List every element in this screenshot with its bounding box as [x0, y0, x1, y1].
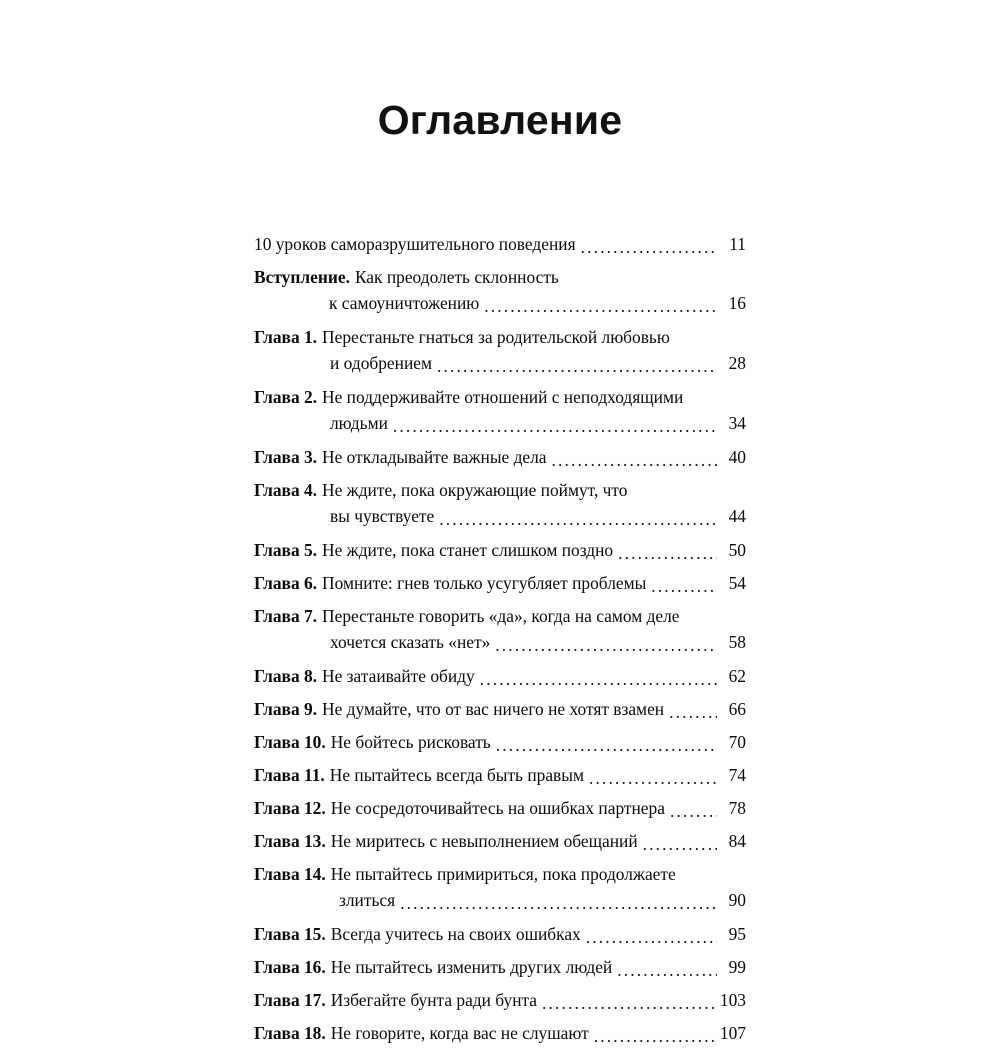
toc-entry-title: к самоуничтожению [329, 293, 480, 313]
toc-entry-title: Не бойтесь рисковать [330, 732, 491, 752]
toc-entry[interactable] [254, 696, 746, 722]
toc-page-number[interactable]: 62 [728, 666, 746, 686]
dot-leader [670, 801, 717, 821]
toc-entry-line [254, 1020, 746, 1046]
page-title: Оглавление [377, 97, 623, 143]
toc-entry-line [254, 231, 746, 257]
toc-entry-label: Глава 8. [254, 666, 318, 686]
toc-entry-label: Глава 15. [254, 924, 326, 944]
dot-leader [400, 893, 717, 913]
toc-entry[interactable] [254, 987, 746, 1013]
toc-page-number[interactable]: 74 [728, 765, 746, 785]
toc-entry-label: Глава 5. [254, 540, 318, 560]
toc-entry-title: Не затаивайте обиду [322, 666, 475, 686]
toc-entry[interactable] [254, 828, 746, 854]
toc-entry-line [254, 503, 746, 529]
toc-entry-title: злиться [339, 890, 396, 910]
toc-entry[interactable] [254, 537, 746, 563]
dot-leader [439, 509, 717, 529]
toc-entry-line [254, 603, 746, 629]
toc-entry[interactable] [254, 861, 746, 913]
dot-leader [643, 834, 717, 854]
dot-leader [495, 635, 717, 655]
toc-entry[interactable] [254, 954, 746, 980]
toc-page-number[interactable]: 70 [728, 732, 746, 752]
dot-leader [484, 296, 717, 316]
dot-leader [437, 356, 717, 376]
toc-entry-title: Не сосредоточивайтесь на ошибках партнера [330, 798, 665, 818]
toc-entry-title: Не ждите, пока окружающие поймут, что [322, 480, 628, 500]
toc-entry[interactable] [254, 795, 746, 821]
toc-entry-line [254, 762, 746, 788]
toc-entry-label: Глава 1. [254, 327, 318, 347]
toc-entry-line [254, 290, 746, 316]
dot-leader [589, 768, 717, 788]
dot-leader [586, 927, 717, 947]
dot-leader [496, 735, 717, 755]
toc-entry-label: Глава 9. [254, 699, 318, 719]
toc-entry-label: Глава 13. [254, 831, 326, 851]
toc-entry[interactable] [254, 231, 746, 257]
dot-leader [618, 543, 717, 563]
table-of-contents-list [254, 231, 746, 1053]
dot-leader [617, 960, 717, 980]
toc-entry-line [254, 324, 746, 350]
toc-entry-label: Глава 6. [254, 573, 318, 593]
toc-page-number[interactable]: 84 [728, 831, 746, 851]
dot-leader [393, 416, 717, 436]
toc-entry-line [254, 629, 746, 655]
toc-page-number[interactable]: 28 [728, 353, 746, 373]
toc-entry-line [254, 264, 746, 290]
toc-entry[interactable] [254, 570, 746, 596]
toc-entry-line [254, 887, 746, 913]
dot-leader [542, 993, 715, 1013]
toc-entry-title: Не говорите, когда вас не слушают [330, 1023, 589, 1043]
toc-entry-title: Перестаньте гнаться за родительской любовью [322, 327, 670, 347]
toc-entry-title: Всегда учитесь на своих ошибках [330, 924, 581, 944]
toc-entry-title: Не миритесь с невыполнением обещаний [330, 831, 638, 851]
toc-entry[interactable] [254, 603, 746, 655]
toc-entry-line [254, 921, 746, 947]
toc-entry[interactable] [254, 663, 746, 689]
toc-entry-line [254, 696, 746, 722]
toc-entry-title: Не пытайтесь изменить других людей [330, 957, 613, 977]
toc-entry-title: Как преодолеть склонность [354, 267, 559, 287]
toc-entry-line [254, 570, 746, 596]
toc-entry-line [254, 663, 746, 689]
toc-page-number[interactable]: 95 [728, 924, 746, 944]
toc-page-number[interactable]: 90 [728, 890, 746, 910]
toc-entry-title: Не пытайтесь примириться, пока продолжаете [330, 864, 676, 884]
toc-entry-line [254, 954, 746, 980]
toc-page-number[interactable]: 103 [719, 990, 746, 1010]
toc-entry[interactable] [254, 264, 746, 316]
toc-entry-label: Глава 17. [254, 990, 326, 1010]
toc-entry-line [254, 444, 746, 470]
toc-entry[interactable] [254, 921, 746, 947]
toc-entry-title: 10 уроков саморазрушительного поведения [254, 234, 576, 254]
toc-page-number[interactable]: 44 [728, 506, 746, 526]
toc-entry[interactable] [254, 1020, 746, 1046]
toc-entry-line [254, 861, 746, 887]
toc-entry-line [254, 537, 746, 563]
toc-entry-label: Глава 7. [254, 606, 318, 626]
toc-page-number[interactable]: 107 [719, 1023, 746, 1043]
toc-entry-title: Избегайте бунта ради бунта [330, 990, 538, 1010]
toc-page-number[interactable]: 34 [728, 413, 746, 433]
toc-page-number[interactable]: 11 [729, 234, 746, 254]
toc-entry-title: вы чувствуете [330, 506, 435, 526]
toc-entry-label: Глава 3. [254, 447, 318, 467]
toc-entry-label: Глава 10. [254, 732, 326, 752]
toc-entry-label: Глава 12. [254, 798, 326, 818]
toc-page-number[interactable]: 58 [728, 632, 746, 652]
toc-entry-line [254, 477, 746, 503]
toc-entry[interactable] [254, 762, 746, 788]
toc-entry[interactable] [254, 477, 746, 529]
dot-leader [651, 576, 717, 596]
dot-leader [594, 1026, 715, 1046]
toc-entry[interactable] [254, 384, 746, 436]
dot-leader [480, 669, 717, 689]
toc-entry[interactable] [254, 729, 746, 755]
toc-entry-title: Не поддерживайте отношений с неподходящими [322, 387, 684, 407]
toc-page-number[interactable]: 78 [728, 798, 746, 818]
toc-entry[interactable] [254, 324, 746, 376]
dot-leader [581, 237, 717, 257]
toc-entry-title: Перестаньте говорить «да», когда на самом деле [322, 606, 680, 626]
toc-page-number[interactable]: 99 [728, 957, 746, 977]
toc-entry-title: и одобрением [330, 353, 432, 373]
toc-entry-title: Помните: гнев только усугубляет проблемы [322, 573, 647, 593]
toc-page-number[interactable]: 54 [728, 573, 746, 593]
toc-entry-title: Не ждите, пока станет слишком поздно [322, 540, 614, 560]
toc-entry-line [254, 350, 746, 376]
toc-entry-label: Глава 16. [254, 957, 326, 977]
toc-entry-title: Не думайте, что от вас ничего не хотят взамен [322, 699, 665, 719]
toc-page-number[interactable]: 16 [728, 293, 746, 313]
toc-entry-label: Глава 18. [254, 1023, 326, 1043]
toc-entry-title: людьми [330, 413, 388, 433]
toc-entry-label: Вступление. [254, 267, 350, 287]
toc-entry-line [254, 987, 746, 1013]
toc-entry-label: Глава 2. [254, 387, 318, 407]
toc-entry-line [254, 384, 746, 410]
dot-leader [669, 702, 717, 722]
toc-page-number[interactable]: 40 [728, 447, 746, 467]
toc-entry-line [254, 410, 746, 436]
toc-entry-line [254, 828, 746, 854]
toc-entry-title: Не откладывайте важные дела [322, 447, 547, 467]
toc-page-number[interactable]: 50 [728, 540, 746, 560]
toc-page-number[interactable]: 66 [728, 699, 746, 719]
toc-entry-line [254, 795, 746, 821]
toc-entry-title: Не пытайтесь всегда быть правым [329, 765, 584, 785]
toc-entry-title: хочется сказать «нет» [330, 632, 491, 652]
toc-entry-line [254, 729, 746, 755]
toc-entry-label: Глава 14. [254, 864, 326, 884]
toc-entry-label: Глава 11. [254, 765, 325, 785]
toc-entry[interactable] [254, 444, 746, 470]
toc-entry-label: Глава 4. [254, 480, 318, 500]
dot-leader [552, 450, 717, 470]
